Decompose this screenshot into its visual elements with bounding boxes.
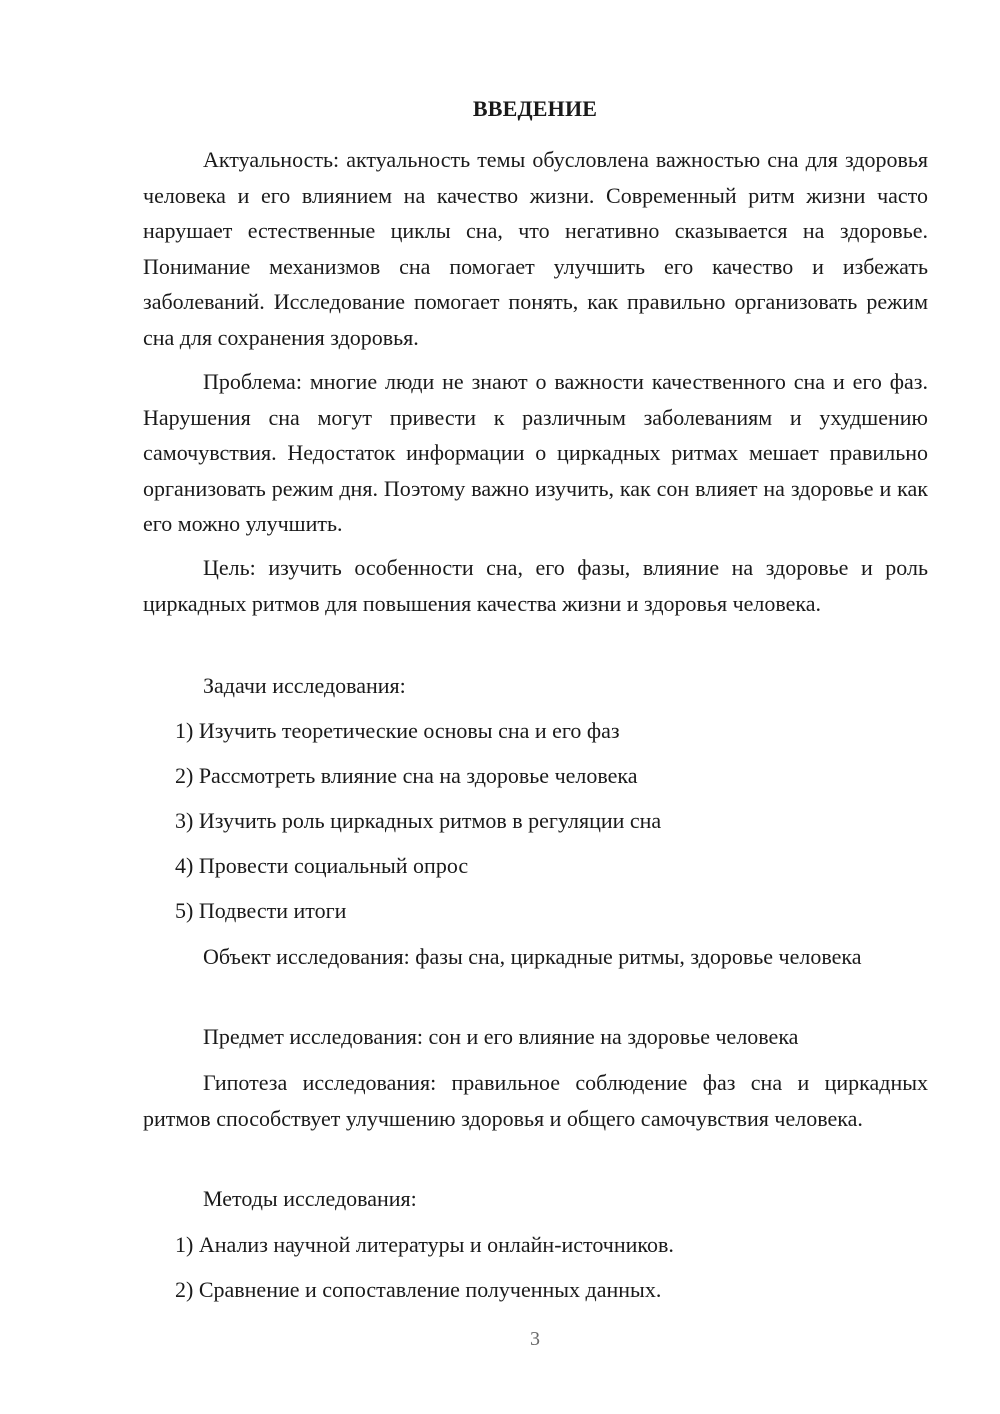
hypothesis-text: Гипотеза исследования: правильное соблюдение фаз сна и циркадных ритмов способствует улучшению здоровья и общего самочувствия человека.: [143, 1070, 928, 1131]
task-item: 5) Подвести итоги: [175, 898, 347, 923]
goal-paragraph: [143, 550, 928, 621]
relevance-paragraph: [143, 142, 928, 355]
methods-heading: Методы исследования:: [203, 1186, 417, 1211]
goal-text: Цель: изучить особенности сна, его фазы, влияние на здоровье и роль циркадных ритмов для повышения качества жизни и здоровья человека.: [143, 555, 928, 616]
section-title: ВВЕДЕНИЕ: [472, 96, 598, 121]
method-item: 1) Анализ научной литературы и онлайн-источников.: [175, 1232, 674, 1257]
problem-text: Проблема: многие люди не знают о важности качественного сна и его фаз. Нарушения сна могут привести к различным заболеваниям и ухудшению самочувствия. Недостаток информации о циркадных ритмах мешает правильно организовать режим дня. Поэтому важно изучить, как сон влияет на здоровье и как его можно улучшить.: [143, 369, 928, 536]
task-item: 1) Изучить теоретические основы сна и его фаз: [175, 718, 620, 743]
object-paragraph: [143, 939, 928, 975]
task-item: 2) Рассмотреть влияние сна на здоровье человека: [175, 763, 638, 788]
object-text: Объект исследования: фазы сна, циркадные ритмы, здоровье человека: [203, 944, 862, 969]
task-item: 3) Изучить роль циркадных ритмов в регуляции сна: [175, 808, 662, 833]
subject-paragraph: Предмет исследования: сон и его влияние на здоровье человека: [203, 1024, 799, 1049]
method-item: 2) Сравнение и сопоставление полученных данных.: [175, 1277, 662, 1302]
task-item: 4) Провести социальный опрос: [175, 853, 469, 878]
tasks-heading: Задачи исследования:: [203, 673, 406, 698]
hypothesis-paragraph: [143, 1065, 928, 1136]
problem-paragraph: [143, 364, 928, 542]
page-number: 3: [530, 1328, 540, 1350]
relevance-text: Актуальность: актуальность темы обусловлена важностью сна для здоровья человека и его влиянием на качество жизни. Современный ритм жизни часто нарушает естественные циклы сна, что негативно сказывается на здоровье. Понимание механизмов сна помогает улучшить его качество и избежать заболеваний. Исследование помогает понять, как правильно организовать режим сна для сохранения здоровья.: [143, 147, 928, 350]
